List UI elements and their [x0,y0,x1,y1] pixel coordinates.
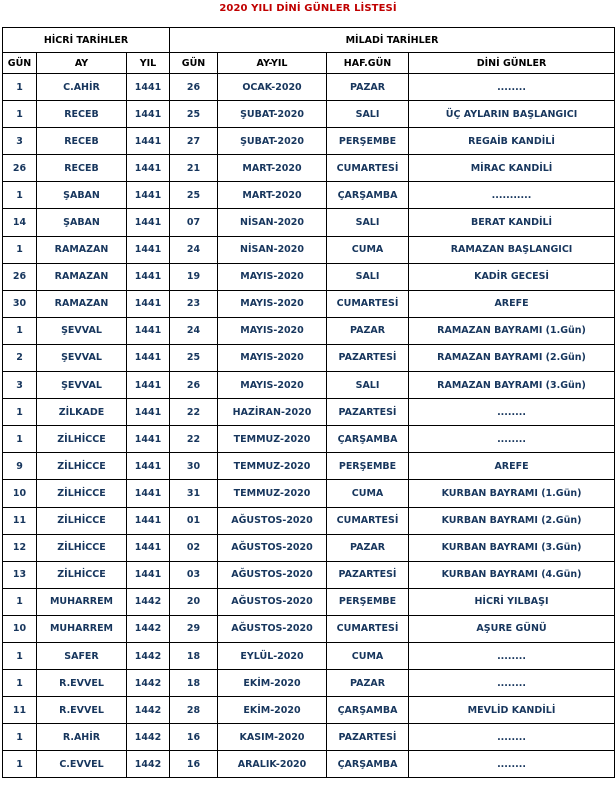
table-row [3,588,615,615]
miladi-day-cell: 07 [170,209,218,236]
hicri-year-cell: 1441 [127,561,170,588]
hicri-day-cell: 26 [3,155,37,182]
hicri-year-cell: 1441 [127,534,170,561]
weekday-cell: PAZARTESİ [327,399,409,426]
hicri-year-cell: 1441 [127,74,170,101]
hicri-day-cell: 10 [3,480,37,507]
weekday-cell: ÇARŞAMBA [327,697,409,724]
weekday-cell: PAZAR [327,74,409,101]
miladi-month-year-cell: MART-2020 [218,182,327,209]
religious-day-cell: AREFE [409,290,615,317]
hicri-year-cell: 1442 [127,724,170,751]
table-row [3,155,615,182]
col-religious-day: DİNİ GÜNLER [409,53,615,74]
hicri-year-cell: 1442 [127,751,170,778]
hicri-month-cell: ZİLHİCCE [37,480,127,507]
weekday-cell: ÇARŞAMBA [327,182,409,209]
miladi-month-year-cell: TEMMUZ-2020 [218,453,327,480]
miladi-month-year-cell: MAYIS-2020 [218,263,327,290]
miladi-month-year-cell: EYLÜL-2020 [218,642,327,669]
weekday-cell: CUMARTESİ [327,155,409,182]
miladi-month-year-cell: OCAK-2020 [218,74,327,101]
religious-day-cell: REGAİB KANDİLİ [409,128,615,155]
col-miladi-month-year: AY-YIL [218,53,327,74]
miladi-month-year-cell: MAYIS-2020 [218,344,327,371]
miladi-month-year-cell: EKİM-2020 [218,697,327,724]
hicri-group-header: HİCRİ TARİHLER [3,28,170,53]
hicri-day-cell: 9 [3,453,37,480]
miladi-day-cell: 23 [170,290,218,317]
table-row [3,453,615,480]
weekday-cell: CUMARTESİ [327,290,409,317]
miladi-day-cell: 18 [170,670,218,697]
miladi-day-cell: 26 [170,372,218,399]
religious-day-cell: KURBAN BAYRAMI (2.Gün) [409,507,615,534]
miladi-month-year-cell: MAYIS-2020 [218,317,327,344]
hicri-month-cell: MUHARREM [37,588,127,615]
hicri-year-cell: 1441 [127,399,170,426]
weekday-cell: PAZAR [327,670,409,697]
miladi-month-year-cell: AĞUSTOS-2020 [218,588,327,615]
miladi-day-cell: 24 [170,236,218,263]
miladi-day-cell: 25 [170,344,218,371]
table-row [3,290,615,317]
miladi-month-year-cell: AĞUSTOS-2020 [218,507,327,534]
hicri-day-cell: 26 [3,263,37,290]
miladi-month-year-cell: AĞUSTOS-2020 [218,615,327,642]
col-hicri-day: GÜN [3,53,37,74]
hicri-year-cell: 1441 [127,507,170,534]
hicri-day-cell: 30 [3,290,37,317]
hicri-year-cell: 1441 [127,182,170,209]
table-row [3,534,615,561]
miladi-day-cell: 19 [170,263,218,290]
hicri-day-cell: 1 [3,588,37,615]
table-row [3,670,615,697]
hicri-day-cell: 2 [3,344,37,371]
weekday-cell: PERŞEMBE [327,588,409,615]
religious-day-cell: RAMAZAN BAYRAMI (3.Gün) [409,372,615,399]
weekday-cell: PAZAR [327,317,409,344]
table-row [3,507,615,534]
hicri-day-cell: 11 [3,507,37,534]
hicri-month-cell: ZİLKADE [37,399,127,426]
hicri-month-cell: RECEB [37,155,127,182]
miladi-month-year-cell: MART-2020 [218,155,327,182]
hicri-month-cell: RAMAZAN [37,290,127,317]
miladi-day-cell: 30 [170,453,218,480]
weekday-cell: PAZARTESİ [327,561,409,588]
table-row [3,642,615,669]
hicri-month-cell: ŞEVVAL [37,344,127,371]
table-row [3,128,615,155]
table-row [3,263,615,290]
miladi-day-cell: 16 [170,724,218,751]
miladi-day-cell: 21 [170,155,218,182]
religious-day-cell: ........ [409,426,615,453]
hicri-year-cell: 1441 [127,372,170,399]
hicri-month-cell: RECEB [37,101,127,128]
hicri-day-cell: 11 [3,697,37,724]
hicri-year-cell: 1442 [127,642,170,669]
religious-day-cell: ÜÇ AYLARIN BAŞLANGICI [409,101,615,128]
hicri-month-cell: ZİLHİCCE [37,426,127,453]
hicri-year-cell: 1441 [127,128,170,155]
hicri-month-cell: RAMAZAN [37,236,127,263]
hicri-month-cell: ŞEVVAL [37,372,127,399]
hicri-day-cell: 1 [3,724,37,751]
miladi-day-cell: 27 [170,128,218,155]
miladi-month-year-cell: ŞUBAT-2020 [218,128,327,155]
religious-day-cell: ........ [409,74,615,101]
hicri-month-cell: MUHARREM [37,615,127,642]
hicri-month-cell: ZİLHİCCE [37,534,127,561]
miladi-month-year-cell: MAYIS-2020 [218,290,327,317]
religious-day-cell: RAMAZAN BAYRAMI (1.Gün) [409,317,615,344]
miladi-day-cell: 01 [170,507,218,534]
table-row [3,372,615,399]
hicri-year-cell: 1441 [127,209,170,236]
weekday-cell: PAZAR [327,534,409,561]
miladi-day-cell: 25 [170,101,218,128]
religious-day-cell: AŞURE GÜNÜ [409,615,615,642]
hicri-day-cell: 3 [3,372,37,399]
hicri-day-cell: 13 [3,561,37,588]
religious-day-cell: MİRAC KANDİLİ [409,155,615,182]
weekday-cell: PERŞEMBE [327,453,409,480]
hicri-month-cell: ZİLHİCCE [37,561,127,588]
miladi-day-cell: 03 [170,561,218,588]
religious-day-cell: RAMAZAN BAŞLANGICI [409,236,615,263]
hicri-month-cell: RECEB [37,128,127,155]
hicri-year-cell: 1441 [127,480,170,507]
hicri-year-cell: 1442 [127,670,170,697]
hicri-day-cell: 1 [3,74,37,101]
religious-day-cell: KADİR GECESİ [409,263,615,290]
religious-day-cell: ........... [409,182,615,209]
col-miladi-day: GÜN [170,53,218,74]
weekday-cell: CUMA [327,236,409,263]
table-row [3,615,615,642]
table-row [3,209,615,236]
hicri-day-cell: 1 [3,670,37,697]
weekday-cell: PAZARTESİ [327,724,409,751]
hicri-month-cell: RAMAZAN [37,263,127,290]
miladi-month-year-cell: TEMMUZ-2020 [218,480,327,507]
religious-day-cell: HİCRİ YILBAŞI [409,588,615,615]
hicri-day-cell: 12 [3,534,37,561]
table-row [3,561,615,588]
miladi-day-cell: 31 [170,480,218,507]
religious-day-cell: ........ [409,724,615,751]
hicri-year-cell: 1441 [127,344,170,371]
weekday-cell: ÇARŞAMBA [327,751,409,778]
miladi-month-year-cell: NİSAN-2020 [218,209,327,236]
hicri-day-cell: 1 [3,101,37,128]
hicri-month-cell: ŞABAN [37,182,127,209]
hicri-year-cell: 1442 [127,697,170,724]
miladi-day-cell: 25 [170,182,218,209]
religious-day-cell: RAMAZAN BAYRAMI (2.Gün) [409,344,615,371]
hicri-day-cell: 1 [3,317,37,344]
weekday-cell: ÇARŞAMBA [327,426,409,453]
miladi-month-year-cell: NİSAN-2020 [218,236,327,263]
religious-day-cell: ........ [409,399,615,426]
hicri-month-cell: R.EVVEL [37,670,127,697]
miladi-month-year-cell: TEMMUZ-2020 [218,426,327,453]
table-row [3,344,615,371]
weekday-cell: PAZARTESİ [327,344,409,371]
col-hicri-year: YIL [127,53,170,74]
hicri-day-cell: 1 [3,236,37,263]
miladi-day-cell: 18 [170,642,218,669]
religious-day-cell: ........ [409,751,615,778]
table-row [3,101,615,128]
weekday-cell: SALI [327,209,409,236]
miladi-month-year-cell: HAZİRAN-2020 [218,399,327,426]
hicri-month-cell: ŞEVVAL [37,317,127,344]
table-row [3,399,615,426]
hicri-day-cell: 14 [3,209,37,236]
religious-day-cell: AREFE [409,453,615,480]
table-row [3,236,615,263]
hicri-day-cell: 1 [3,426,37,453]
weekday-cell: CUMARTESİ [327,507,409,534]
hicri-day-cell: 1 [3,642,37,669]
religious-day-cell: BERAT KANDİLİ [409,209,615,236]
group-header-row [3,28,615,53]
weekday-cell: CUMARTESİ [327,615,409,642]
hicri-year-cell: 1441 [127,426,170,453]
miladi-day-cell: 22 [170,426,218,453]
col-hicri-month: AY [37,53,127,74]
table-row [3,697,615,724]
hicri-month-cell: C.EVVEL [37,751,127,778]
page-title: 2020 YILI DİNİ GÜNLER LİSTESİ [219,3,397,14]
hicri-day-cell: 3 [3,128,37,155]
hicri-year-cell: 1441 [127,155,170,182]
miladi-day-cell: 20 [170,588,218,615]
religious-day-cell: KURBAN BAYRAMI (3.Gün) [409,534,615,561]
column-header-row [3,53,615,74]
weekday-cell: SALI [327,372,409,399]
hicri-year-cell: 1441 [127,317,170,344]
miladi-day-cell: 26 [170,74,218,101]
miladi-month-year-cell: AĞUSTOS-2020 [218,561,327,588]
religious-day-cell: ........ [409,642,615,669]
miladi-day-cell: 16 [170,751,218,778]
hicri-day-cell: 1 [3,751,37,778]
hicri-month-cell: ZİLHİCCE [37,453,127,480]
hicri-year-cell: 1441 [127,263,170,290]
miladi-day-cell: 02 [170,534,218,561]
weekday-cell: CUMA [327,480,409,507]
weekday-cell: SALI [327,263,409,290]
miladi-month-year-cell: AĞUSTOS-2020 [218,534,327,561]
hicri-year-cell: 1441 [127,290,170,317]
hicri-year-cell: 1441 [127,453,170,480]
hicri-month-cell: ZİLHİCCE [37,507,127,534]
hicri-year-cell: 1442 [127,588,170,615]
hicri-day-cell: 1 [3,399,37,426]
hicri-month-cell: R.EVVEL [37,697,127,724]
table-row [3,182,615,209]
religious-day-cell: ........ [409,670,615,697]
table-row [3,317,615,344]
miladi-month-year-cell: ARALIK-2020 [218,751,327,778]
miladi-day-cell: 24 [170,317,218,344]
hicri-year-cell: 1441 [127,101,170,128]
religious-day-cell: KURBAN BAYRAMI (1.Gün) [409,480,615,507]
miladi-day-cell: 22 [170,399,218,426]
miladi-month-year-cell: MAYIS-2020 [218,372,327,399]
religious-day-cell: KURBAN BAYRAMI (4.Gün) [409,561,615,588]
table-row [3,724,615,751]
table-row [3,480,615,507]
weekday-cell: SALI [327,101,409,128]
miladi-month-year-cell: KASIM-2020 [218,724,327,751]
table-row [3,74,615,101]
weekday-cell: PERŞEMBE [327,128,409,155]
miladi-day-cell: 28 [170,697,218,724]
hicri-month-cell: ŞABAN [37,209,127,236]
hicri-day-cell: 1 [3,182,37,209]
hicri-month-cell: C.AHİR [37,74,127,101]
miladi-month-year-cell: ŞUBAT-2020 [218,101,327,128]
hicri-day-cell: 10 [3,615,37,642]
religious-day-cell: MEVLİD KANDİLİ [409,697,615,724]
table-row [3,751,615,778]
hicri-year-cell: 1442 [127,615,170,642]
miladi-group-header: MİLADİ TARİHLER [170,28,615,53]
col-weekday: HAF.GÜN [327,53,409,74]
hicri-year-cell: 1441 [127,236,170,263]
table-row [3,426,615,453]
weekday-cell: CUMA [327,642,409,669]
miladi-day-cell: 29 [170,615,218,642]
hicri-month-cell: R.AHİR [37,724,127,751]
hicri-month-cell: SAFER [37,642,127,669]
religious-days-table [2,27,615,778]
miladi-month-year-cell: EKİM-2020 [218,670,327,697]
